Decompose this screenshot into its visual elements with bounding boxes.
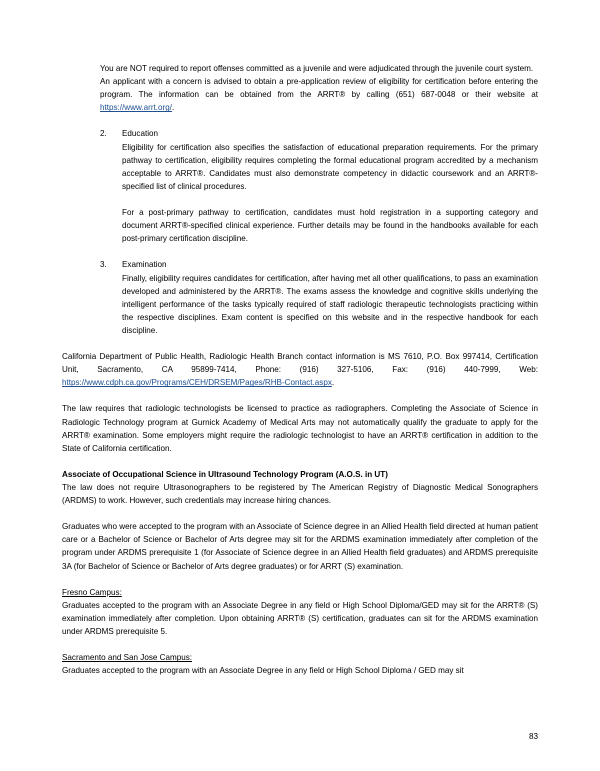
law-requirement-paragraph: The law requires that radiologic technologists be licensed to practice as radiographers. Completing the Associate of Science in Radiologic Technology program at Gurnick Academy of Medical Arts may not automatically qualify the graduate to apply for the ARRT® examination. Some employers might require the radiologic technologist to have an ARRT® certification in addition to the State of California certification. [62,404,538,453]
cdph-contact-link[interactable]: https://www.cdph.ca.gov/Programs/CEH/DRSEM/Pages/RHB-Contact.aspx [62,378,332,388]
page-number: 83 [528,732,538,741]
juvenile-note-paragraph: You are NOT required to report offenses committed as a juvenile and were adjudicated through the juvenile court system. [100,64,534,73]
spacer [62,245,538,258]
fresno-campus-heading: Fresno Campus: [62,587,122,597]
applicant-concern-text-after-link: . [171,103,175,113]
fresno-campus-paragraph: Graduates accepted to the program with an Associate Degree in any field or High School Diploma/GED may sit for the ARRT® (S) examination immediately after completion. Upon obtaining ARRT® (S) certification, graduates can sit for the ARDMS examination under ARDMS prerequisite 5. [62,600,538,637]
cdph-contact-paragraph [62,350,538,389]
list-item-content [122,258,538,337]
spacer [122,193,538,206]
applicant-concern-paragraph [100,75,538,114]
list-item-paragraph: Finally, eligibility requires candidates for certification, after having met all other qualifications, to pass an examination developed and administered by the ARRT®. The exams assess the knowledge and cognitive skills underlying the intelligent performance of the tasks typically required of staff radiologic therapeutic technologists practicing within the respective disciplines. Exam content is specified on this website and in the respective handbook for each discipline. [122,273,538,335]
spacer [62,337,538,350]
cdph-contact-text: California Department of Public Health, Radiologic Health Branch contact information is MS 7610, P.O. Box 997414, Certification Unit, Sacramento, CA 95899-7414, Phone: (916) 327-5106, Fax: (916) 440-7999, Web: [62,352,538,375]
list-item-paragraph: Eligibility for certification also specifies the satisfaction of educational preparation requirements. For the primary pathway to certification, eligibility requires completing the formal educational program accredited by a mechanism acceptable to ARRT®. Candidates must also demonstrate competency in didactic coursework and an ARRT®-specified list of clinical procedures. [122,142,538,191]
ultrasound-program-heading: Associate of Occupational Science in Ultrasound Technology Program (A.O.S. in UT) [62,469,388,479]
sacramento-san-jose-campus-heading: Sacramento and San Jose Campus: [62,653,193,663]
spacer [62,455,538,468]
list-item-number: 2. [100,129,107,139]
list-item [100,127,538,245]
list-item-number: 3. [100,260,107,270]
spacer [62,638,538,651]
cdph-contact-trailing: . [331,378,335,388]
sacramento-san-jose-campus-paragraph: Graduates accepted to the program with an Associate Degree in any field or High School Diploma / GED may sit [62,666,464,676]
list-item-content [122,127,538,245]
list-item-title: Examination [122,260,167,270]
list-item [100,258,538,337]
spacer [62,114,538,127]
arrt-website-link[interactable]: https://www.arrt.org/ [100,103,172,113]
applicant-concern-text-before-link: An applicant with a concern is advised to obtain a pre-application review of eligibility for certification before entering the program. The information can be obtained from the ARRT® by calling (651) 687-0048 or their website at [100,77,538,100]
spacer [62,573,538,586]
intro-block [100,62,538,114]
list-item-title: Education [122,129,158,139]
ultrasound-graduates-paragraph: Graduates who were accepted to the program with an Associate of Science degree in an Allied Health field directed at human patient care or a Bachelor of Science or Bachelor of Arts degree may sit for the ARDMS examination immediately after completion of the program under ARDMS prerequisite 1 (for Associate of Science degree in an Allied Health field graduates) and ARDMS prerequisite 3A (for Bachelor of Science or Bachelor of Arts degree graduates) or for ARRT (S) examination. [62,522,538,571]
spacer [62,389,538,402]
ultrasound-registration-paragraph: The law does not require Ultrasonographers to be registered by The American Registry of Diagnostic Medical Sonographers (ARDMS) to work. However, such credentials may increase hiring chances. [62,483,538,506]
spacer [62,507,538,520]
list-item-paragraph: For a post-primary pathway to certification, candidates must hold registration in a supporting category and document ARRT®-specified clinical experience. Further details may be found in the handbooks available for each post-primary certification discipline. [122,208,538,244]
